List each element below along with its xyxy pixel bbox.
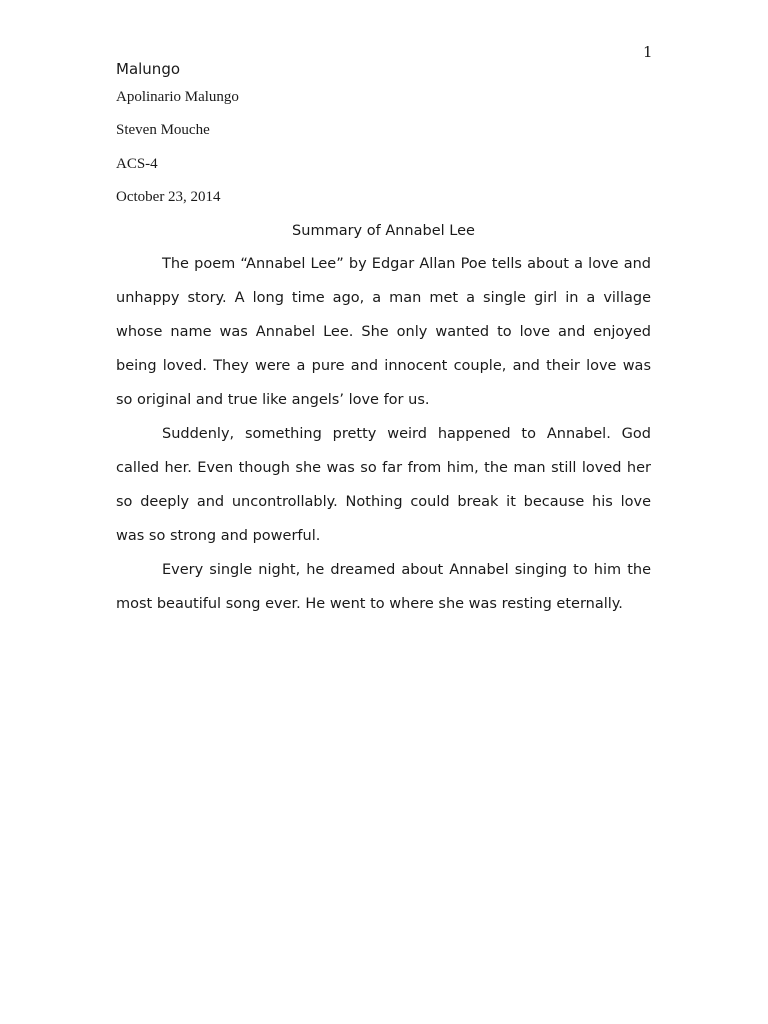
page-number: 1 <box>643 43 653 61</box>
course-name: ACS-4 <box>116 156 158 172</box>
document-date: October 23, 2014 <box>116 189 221 205</box>
paragraph-1: The poem “Annabel Lee” by Edgar Allan Poe tells about a love and unhappy story. A long time ago, a man met a single girl in a village whose name was Annabel Lee. She only wanted to love and enjoyed being loved. They were a pure and innocent couple, and their love was so original and true like angels’ love for us. <box>116 256 651 408</box>
running-head: Malungo <box>116 60 181 78</box>
student-name: Apolinario Malungo <box>116 89 239 105</box>
document-title: Summary of Annabel Lee <box>292 223 475 239</box>
paragraph-2: Suddenly, something pretty weird happened to Annabel. God called her. Even though she was so far from him, the man still loved her so deeply and uncontrollably. Nothing could break it because his love was so strong and powerful. <box>116 426 651 544</box>
document-body <box>116 247 651 621</box>
paragraph-3: Every single night, he dreamed about Annabel singing to him the most beautiful song ever. He went to where she was resting eternally. <box>116 562 651 612</box>
instructor-name: Steven Mouche <box>116 122 210 138</box>
